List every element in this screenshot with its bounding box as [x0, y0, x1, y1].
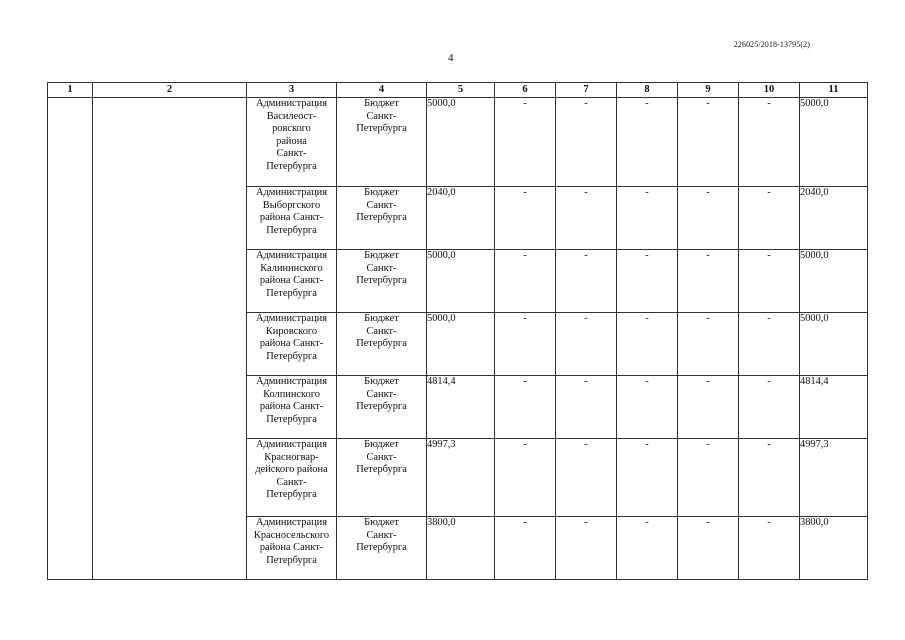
organization-cell-line: района Санкт- [259, 275, 324, 286]
value-col-6: - [495, 517, 556, 580]
funding-source-cell-line: Петербурга [356, 542, 407, 553]
organization-cell-line: Администрация [255, 250, 328, 261]
value-col-7: - [556, 98, 617, 187]
organization-cell [247, 187, 337, 250]
page-number: 4 [448, 52, 454, 64]
col-header-2: 2 [93, 83, 247, 98]
amount-col-5: 2040,0 [427, 187, 495, 250]
amount-col-5: 4997,3 [427, 439, 495, 517]
value-col-7: - [556, 250, 617, 313]
value-col-6: - [495, 250, 556, 313]
value-col-8: - [617, 187, 678, 250]
funding-source-cell-line: Петербурга [356, 212, 407, 223]
organization-cell-line: района [276, 135, 307, 147]
total-col-11: 4814,4 [800, 376, 868, 439]
amount-col-5: 4814,4 [427, 376, 495, 439]
value-col-9: - [678, 187, 739, 250]
total-col-11: 5000,0 [800, 313, 868, 376]
value-col-7: - [556, 517, 617, 580]
value-col-10: - [739, 517, 800, 580]
col-header-7: 7 [556, 83, 617, 98]
value-col-8: - [617, 98, 678, 187]
organization-cell-line: района Санкт- [259, 338, 324, 349]
col-header-3: 3 [247, 83, 337, 98]
funding-source-cell-line: Петербурга [356, 338, 407, 349]
funding-source-cell [337, 517, 427, 580]
organization-cell-line: дейского района [255, 464, 328, 475]
value-col-6: - [495, 98, 556, 187]
funding-source-cell-line: Бюджет [364, 439, 399, 450]
value-col-10: - [739, 313, 800, 376]
funding-source-cell-line: Бюджет [364, 250, 399, 261]
document-id: 226025/2018-13795(2) [733, 40, 810, 49]
total-col-11: 4997,3 [800, 439, 868, 517]
organization-cell-line: Красносельского [253, 529, 330, 541]
organization-cell-line: Администрация [255, 187, 328, 198]
amount-col-5: 5000,0 [427, 98, 495, 187]
organization-cell-line: Петербурга [266, 160, 317, 172]
funding-source-cell [337, 187, 427, 250]
col-header-11: 11 [800, 83, 868, 98]
funding-source-cell-line: Санкт- [366, 451, 397, 463]
funding-source-cell-line: Петербурга [356, 464, 407, 475]
organization-cell-line: Санкт- [276, 476, 307, 488]
organization-cell-line: Администрация [255, 517, 328, 528]
organization-cell [247, 313, 337, 376]
col-header-6: 6 [495, 83, 556, 98]
funding-source-cell-line: Бюджет [364, 313, 399, 324]
organization-cell-line: Кировского [265, 325, 318, 337]
organization-cell-line: Администрация [255, 439, 328, 450]
amount-col-5: 3800,0 [427, 517, 495, 580]
funding-source-cell-line: Санкт- [366, 388, 397, 400]
value-col-9: - [678, 439, 739, 517]
organization-cell-line: Колпинского [263, 388, 320, 400]
value-col-9: - [678, 517, 739, 580]
table-body [48, 98, 868, 580]
value-col-10: - [739, 250, 800, 313]
merged-cell-col-1 [48, 98, 93, 580]
organization-cell-line: района Санкт- [259, 542, 324, 553]
total-col-11: 5000,0 [800, 250, 868, 313]
funding-source-cell [337, 376, 427, 439]
amount-col-5: 5000,0 [427, 313, 495, 376]
value-col-7: - [556, 439, 617, 517]
organization-cell-line: ровского [272, 123, 311, 134]
funding-source-cell-line: Санкт- [366, 529, 397, 541]
funding-source-cell-line: Бюджет [364, 98, 399, 109]
col-header-1: 1 [48, 83, 93, 98]
funding-source-cell-line: Петербурга [356, 401, 407, 412]
funding-source-cell-line: Санкт- [366, 199, 397, 211]
organization-cell [247, 376, 337, 439]
organization-cell-line: Петербурга [266, 413, 317, 425]
value-col-10: - [739, 98, 800, 187]
funding-source-cell-line: Петербурга [356, 275, 407, 286]
value-col-8: - [617, 250, 678, 313]
organization-cell-line: Выборгского [262, 199, 321, 211]
value-col-8: - [617, 376, 678, 439]
value-col-9: - [678, 98, 739, 187]
funding-source-cell-line: Бюджет [364, 187, 399, 198]
total-col-11: 3800,0 [800, 517, 868, 580]
organization-cell-line: Петербурга [266, 350, 317, 362]
organization-cell-line: Петербурга [266, 489, 317, 500]
col-header-10: 10 [739, 83, 800, 98]
value-col-8: - [617, 313, 678, 376]
total-col-11: 2040,0 [800, 187, 868, 250]
value-col-9: - [678, 376, 739, 439]
col-header-8: 8 [617, 83, 678, 98]
funding-source-cell [337, 313, 427, 376]
organization-cell [247, 517, 337, 580]
funding-source-cell-line: Бюджет [364, 517, 399, 528]
col-header-4: 4 [337, 83, 427, 98]
col-header-9: 9 [678, 83, 739, 98]
amount-col-5: 5000,0 [427, 250, 495, 313]
funding-source-cell-line: Петербурга [356, 123, 407, 134]
budget-table [47, 82, 868, 580]
value-col-8: - [617, 439, 678, 517]
table-row [48, 98, 868, 187]
funding-source-cell [337, 250, 427, 313]
organization-cell-line: Калининского [260, 262, 323, 274]
total-col-11: 5000,0 [800, 98, 868, 187]
organization-cell-line: Василеост- [266, 110, 317, 122]
organization-cell-line: Петербурга [266, 224, 317, 236]
value-col-9: - [678, 250, 739, 313]
value-col-7: - [556, 187, 617, 250]
table-header-row [48, 83, 868, 98]
value-col-7: - [556, 313, 617, 376]
value-col-6: - [495, 187, 556, 250]
value-col-10: - [739, 187, 800, 250]
value-col-6: - [495, 376, 556, 439]
col-header-5: 5 [427, 83, 495, 98]
funding-source-cell [337, 98, 427, 187]
organization-cell-line: Петербурга [266, 287, 317, 299]
organization-cell [247, 439, 337, 517]
funding-source-cell-line: Бюджет [364, 376, 399, 387]
funding-source-cell [337, 439, 427, 517]
funding-source-cell-line: Санкт- [366, 262, 397, 274]
value-col-7: - [556, 376, 617, 439]
value-col-6: - [495, 439, 556, 517]
organization-cell-line: района Санкт- [259, 401, 324, 412]
organization-cell-line: Администрация [255, 313, 328, 324]
funding-source-cell-line: Санкт- [366, 325, 397, 337]
organization-cell-line: Администрация [255, 98, 328, 109]
value-col-6: - [495, 313, 556, 376]
value-col-10: - [739, 439, 800, 517]
organization-cell-line: Санкт- [276, 148, 307, 159]
funding-source-cell-line: Санкт- [366, 110, 397, 122]
organization-cell-line: района Санкт- [259, 212, 324, 223]
value-col-10: - [739, 376, 800, 439]
merged-cell-col-2 [93, 98, 247, 580]
organization-cell [247, 250, 337, 313]
organization-cell-line: Администрация [255, 376, 328, 387]
value-col-8: - [617, 517, 678, 580]
value-col-9: - [678, 313, 739, 376]
organization-cell [247, 98, 337, 187]
organization-cell-line: Петербурга [266, 554, 317, 566]
organization-cell-line: Красногвар- [264, 451, 319, 463]
